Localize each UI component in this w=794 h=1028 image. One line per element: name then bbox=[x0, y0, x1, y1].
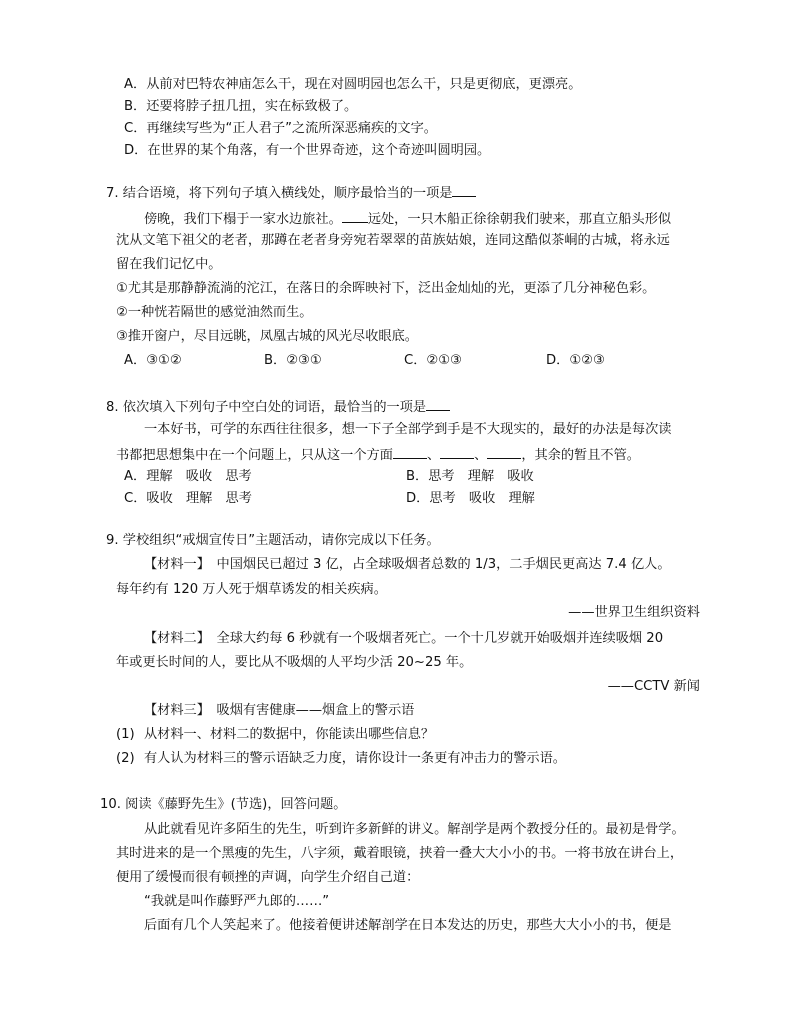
q7-para-line-1: 傍晚，我们下榻于一家水边旅社。 远处，一只木船正徐徐朝我们驶来，那直立船头形似 bbox=[144, 208, 671, 229]
q7-para-line-3: 留在我们记忆中。 bbox=[116, 257, 222, 272]
q9-task-1: (1) 从材料一、材料二的数据中，你能读出哪些信息？ bbox=[116, 727, 435, 742]
q8-option-a: A．理解 吸收 思考 bbox=[124, 469, 252, 484]
q9-task-2: (2) 有人认为材料三的警示语缺乏力度，请你设计一条更有冲击力的警示语。 bbox=[116, 751, 566, 766]
q6-option-b: B．还要将脖子扭几扭，实在标致极了。 bbox=[124, 99, 358, 114]
q10-para-line-2: 其时进来的是一个黑瘦的先生，八字须，戴着眼镜，挟着一叠大大小小的书。一将书放在讲台上， bbox=[116, 846, 684, 861]
q7-item-1: ①尤其是那静静流淌的沱江，在落日的余晖映衬下，泛出金灿灿的光，更添了几分神秘色彩。 bbox=[116, 281, 656, 296]
q9-material-1-line-1: 【材料一】 中国烟民已超过 3 亿，占全球吸烟者总数的 1/3，二手烟民更高达 7.4 亿人。 bbox=[144, 557, 671, 572]
q7-option-d: D．①②③ bbox=[546, 353, 605, 368]
q8-option-c: C．吸收 理解 思考 bbox=[124, 491, 252, 506]
q8-para-line-1: 一本好书，可学的东西往往很多，想一下子全部学到手是不大现实的，最好的办法是每次读 bbox=[144, 422, 672, 437]
q8-para-line-2: 书都把思想集中在一个问题上，只从这一个方面 、 、 ，其余的暂且不管。 bbox=[116, 444, 640, 465]
q9-material-2-line-2: 年或更长时间的人，要比从不吸烟的人平均少活 20~25 年。 bbox=[116, 655, 473, 670]
q6-option-d: D．在世界的某个角落，有一个世界奇迹，这个奇迹叫圆明园。 bbox=[124, 143, 491, 158]
q10-para-line-1: 从此就看见许多陌生的先生，听到许多新鲜的讲义。解剖学是两个教授分任的。最初是骨学。 bbox=[144, 822, 685, 837]
q10-para-line-3: 便用了缓慢而很有顿挫的声调，向学生介绍自己道： bbox=[116, 870, 420, 885]
q7-option-b: B．②③① bbox=[264, 353, 322, 368]
q9-material-2-line-1: 【材料二】 全球大约每 6 秒就有一个吸烟者死亡。一个十几岁就开始吸烟并连续吸烟 20 bbox=[144, 631, 664, 646]
q10-para-line-4: 后面有几个人笑起来了。他接着便讲述解剖学在日本发达的历史，那些大大小小的书，便是 bbox=[144, 918, 672, 933]
q7-option-c: C．②①③ bbox=[404, 353, 462, 368]
q7-stem: 7. 结合语境，将下列句子填入横线处，顺序最恰当的一项是 bbox=[106, 182, 476, 203]
q7-option-a: A．③①② bbox=[124, 353, 182, 368]
q7-item-3: ③推开窗户，尽目远眺，凤凰古城的风光尽收眼底。 bbox=[116, 329, 418, 344]
q8-stem: 8. 依次填入下列句子中空白处的词语，最恰当的一项是 bbox=[106, 396, 450, 417]
q10-stem: 10. 阅读《藤野先生》(节选)，回答问题。 bbox=[100, 797, 347, 812]
q10-quote: “我就是叫作藤野严九郎的……” bbox=[144, 894, 330, 909]
q6-option-a: A．从前对巴特农神庙怎么干，现在对圆明园也怎么干，只是更彻底，更漂亮。 bbox=[124, 77, 582, 92]
q9-material-1-source: ——世界卫生组织资料 bbox=[568, 605, 700, 620]
q9-stem: 9. 学校组织“戒烟宣传日”主题活动，请你完成以下任务。 bbox=[106, 533, 440, 548]
q8-option-d: D．思考 吸收 理解 bbox=[406, 491, 535, 506]
q7-item-2: ②一种恍若隔世的感觉油然而生。 bbox=[116, 305, 313, 320]
q8-option-b: B．思考 理解 吸收 bbox=[406, 469, 534, 484]
q6-option-c: C．再继续写些为“正人君子”之流所深恶痛疾的文字。 bbox=[124, 121, 437, 136]
q9-material-1-line-2: 每年约有 120 万人死于烟草诱发的相关疾病。 bbox=[116, 582, 387, 597]
q9-material-2-source: ——CCTV 新闻 bbox=[607, 679, 700, 694]
q7-para-line-2: 沈从文笔下祖父的老者，那蹲在老者身旁宛若翠翠的苗族姑娘，连同这酷似茶峒的古城，将永远 bbox=[116, 233, 670, 248]
q9-material-3: 【材料三】 吸烟有害健康——烟盒上的警示语 bbox=[144, 703, 415, 718]
